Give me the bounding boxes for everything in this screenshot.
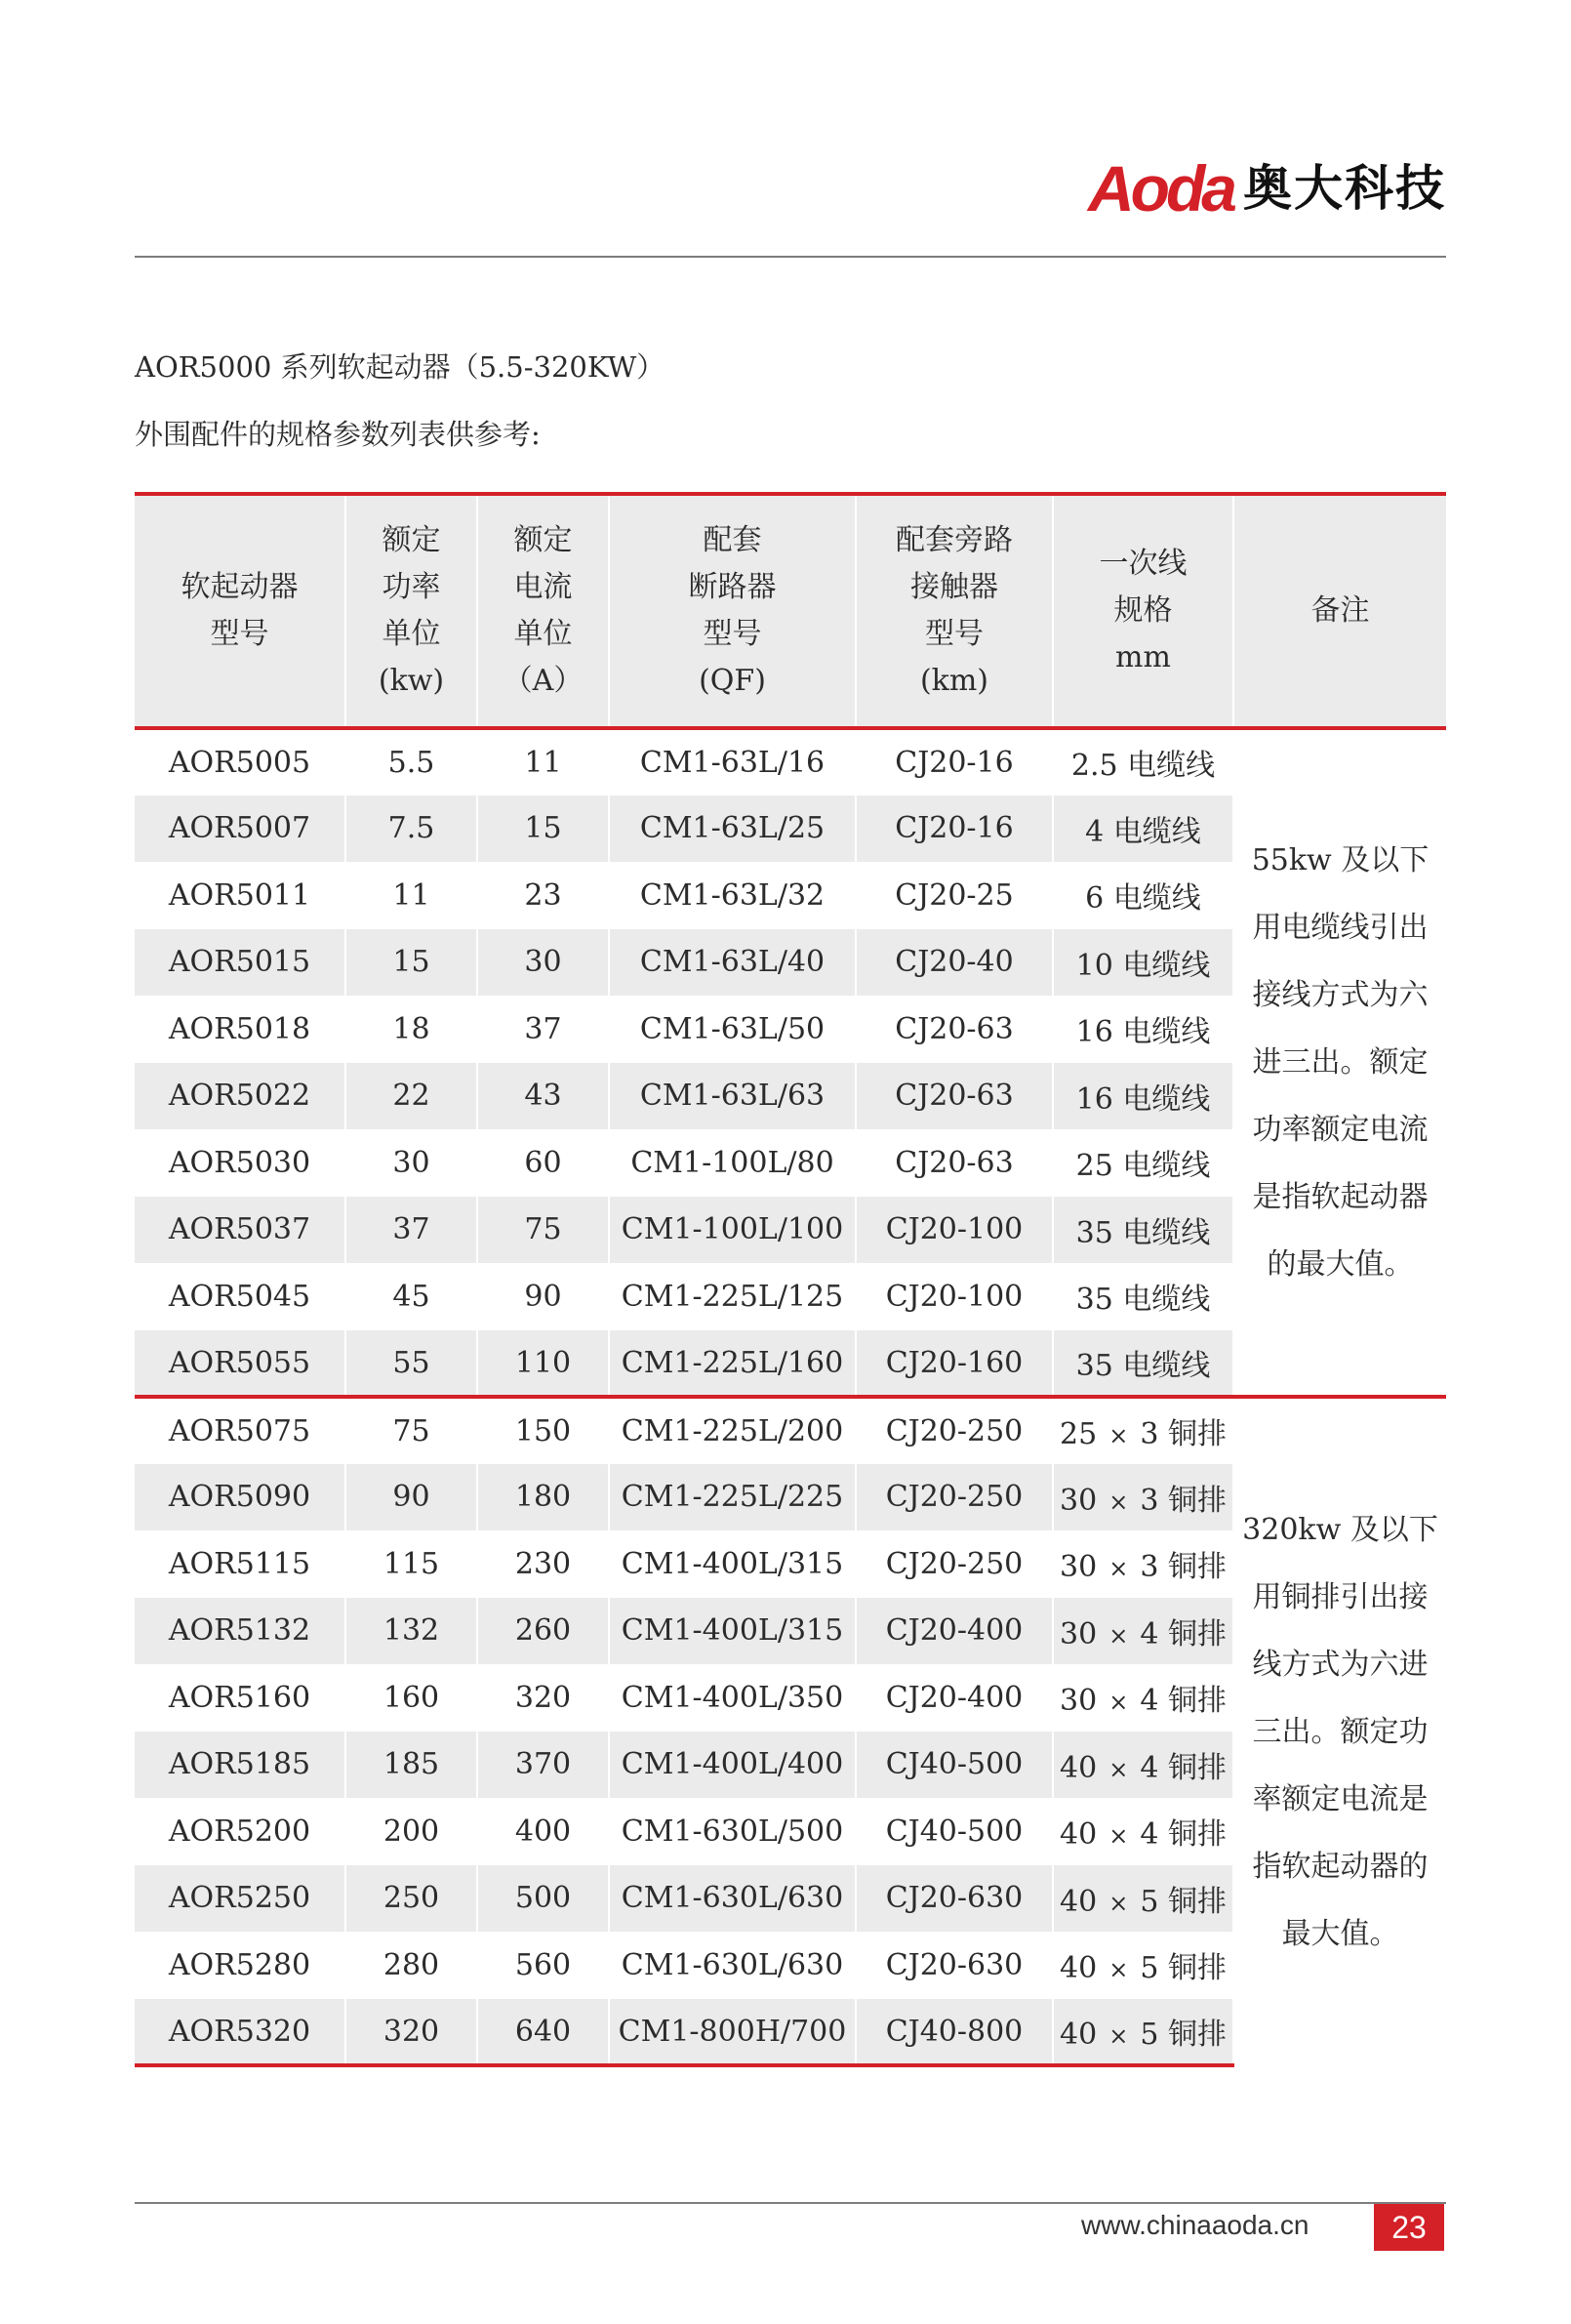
cell-wire-spec [1053, 1999, 1233, 2066]
cell-wire-spec [1053, 1397, 1233, 1464]
header-line: 软起动器 [181, 570, 299, 604]
cell-model: AOR5015 [135, 929, 345, 997]
header-line: 额定 [513, 523, 573, 557]
footer-divider [135, 2202, 1446, 2204]
cell-current: 15 [477, 795, 609, 863]
cell-wire-spec [1053, 1732, 1233, 1799]
cell-contactor: CJ20-630 [856, 1932, 1053, 1999]
cell-breaker: CM1-630L/500 [609, 1798, 856, 1865]
header-line: 单位 [382, 617, 441, 651]
times-sign: × [1108, 1555, 1129, 1583]
cell-contactor: CJ20-63 [856, 1129, 1053, 1197]
cell-breaker: CM1-225L/125 [609, 1263, 856, 1330]
cell-contactor: CJ20-250 [856, 1530, 1053, 1598]
wire-type: 电缆线 [1122, 1215, 1211, 1250]
wire-size: 25 [1075, 1149, 1113, 1184]
header-line: 型号 [703, 617, 762, 651]
header-line: 一次线 [1099, 547, 1188, 581]
header-line: 接触器 [910, 570, 998, 604]
bar-thickness: 4 [1140, 1616, 1159, 1651]
header-remarks [1233, 494, 1446, 728]
wire-size: 2.5 [1070, 749, 1118, 783]
cell-model: AOR5030 [135, 1129, 345, 1197]
cell-model: AOR5075 [135, 1397, 345, 1464]
wire-type: 铜排 [1167, 1817, 1227, 1853]
cell-power: 15 [345, 929, 477, 997]
cell-wire-spec [1053, 1197, 1233, 1264]
cell-wire-spec [1053, 728, 1233, 795]
cell-model: AOR5037 [135, 1197, 345, 1264]
header-line: 型号 [210, 617, 269, 651]
wire-type: 铜排 [1167, 1884, 1227, 1919]
cell-current: 75 [477, 1197, 609, 1264]
header-line: 配套 [703, 523, 762, 557]
cell-wire-spec [1053, 795, 1233, 863]
cell-model: AOR5185 [135, 1732, 345, 1799]
wire-type: 铜排 [1167, 2018, 1227, 2052]
bar-thickness: 5 [1140, 1951, 1159, 1986]
section-subtitle: 外围配件的规格参数列表供参考: [135, 418, 541, 451]
company-name: 奥大科技 [1243, 160, 1446, 217]
wire-type: 电缆线 [1122, 1349, 1211, 1383]
cell-power: 132 [345, 1598, 477, 1665]
section-title: AOR5000 系列软起动器（5.5-320KW） [135, 350, 665, 384]
times-sign: × [1108, 1956, 1129, 1984]
bar-thickness: 5 [1140, 1884, 1159, 1919]
times-sign: × [1108, 1689, 1129, 1717]
cell-power: 7.5 [345, 795, 477, 863]
cell-contactor: CJ20-630 [856, 1865, 1053, 1933]
bar-width: 30 [1060, 1684, 1098, 1719]
cell-breaker: CM1-400L/350 [609, 1664, 856, 1732]
cell-contactor: CJ20-40 [856, 929, 1053, 997]
bar-thickness: 4 [1140, 1817, 1159, 1853]
cell-model: AOR5132 [135, 1598, 345, 1665]
times-sign: × [1108, 1755, 1129, 1783]
cell-breaker: CM1-400L/315 [609, 1530, 856, 1598]
times-sign: × [1108, 2022, 1129, 2050]
wire-type: 铜排 [1167, 1684, 1227, 1719]
logo-wordmark: Aoda [1088, 152, 1233, 224]
wire-size: 35 [1075, 1283, 1113, 1318]
cell-breaker: CM1-63L/16 [609, 728, 856, 795]
wire-size: 10 [1075, 948, 1113, 983]
cell-power: 160 [345, 1664, 477, 1732]
bar-width: 40 [1060, 1884, 1098, 1919]
cell-model: AOR5011 [135, 862, 345, 929]
website-url: www.chinaaoda.cn [1081, 2210, 1309, 2240]
cell-power: 280 [345, 1932, 477, 1999]
bar-thickness: 4 [1140, 1684, 1159, 1719]
cell-breaker: CM1-100L/100 [609, 1197, 856, 1264]
cell-contactor: CJ20-16 [856, 795, 1053, 863]
cell-wire-spec [1053, 862, 1233, 929]
cell-model: AOR5055 [135, 1330, 345, 1398]
cell-current: 500 [477, 1865, 609, 1933]
wire-type: 铜排 [1167, 1550, 1227, 1585]
header-line: 单位 [513, 617, 573, 651]
header-model [135, 494, 345, 728]
cell-breaker: CM1-630L/630 [609, 1865, 856, 1933]
cell-power: 250 [345, 1865, 477, 1933]
cell-model: AOR5115 [135, 1530, 345, 1598]
cell-current: 230 [477, 1530, 609, 1598]
cell-current: 320 [477, 1664, 609, 1732]
cell-contactor: CJ20-63 [856, 996, 1053, 1063]
cell-breaker: CM1-63L/40 [609, 929, 856, 997]
wire-type: 铜排 [1167, 1616, 1227, 1651]
cell-current: 60 [477, 1129, 609, 1197]
cell-wire-spec [1053, 1932, 1233, 1999]
cell-current: 400 [477, 1798, 609, 1865]
cell-current: 30 [477, 929, 609, 997]
header-line: 功率 [382, 570, 441, 604]
wire-type: 铜排 [1167, 1483, 1227, 1518]
cell-power: 11 [345, 862, 477, 929]
cell-current: 37 [477, 996, 609, 1063]
bar-thickness: 5 [1140, 2018, 1159, 2052]
cell-contactor: CJ20-250 [856, 1464, 1053, 1531]
cell-wire-spec [1053, 1129, 1233, 1197]
cell-contactor: CJ20-400 [856, 1664, 1053, 1732]
table-row [135, 1397, 1446, 1464]
cell-breaker: CM1-225L/225 [609, 1464, 856, 1531]
cell-model: AOR5200 [135, 1798, 345, 1865]
header-line: 断路器 [688, 570, 777, 604]
times-sign: × [1108, 1488, 1129, 1516]
cell-wire-spec [1053, 1798, 1233, 1865]
header-wire-spec [1053, 494, 1233, 728]
bar-width: 30 [1060, 1550, 1098, 1585]
cell-current: 90 [477, 1263, 609, 1330]
cell-contactor: CJ20-100 [856, 1263, 1053, 1330]
wire-type: 电缆线 [1122, 948, 1211, 983]
header-line: 备注 [1310, 593, 1370, 628]
table-row [135, 728, 1446, 795]
wire-type: 电缆线 [1127, 749, 1216, 783]
cell-current: 110 [477, 1330, 609, 1398]
cell-breaker: CM1-63L/50 [609, 996, 856, 1063]
header-line: mm [1115, 640, 1171, 674]
header-line: （A） [503, 664, 584, 698]
bar-width: 30 [1060, 1616, 1098, 1651]
bar-width: 25 [1060, 1417, 1098, 1451]
table-header-row [135, 494, 1446, 728]
cell-model: AOR5005 [135, 728, 345, 795]
spec-table [135, 492, 1446, 2067]
header-line: (QF) [699, 664, 766, 698]
cell-wire-spec [1053, 1664, 1233, 1732]
cell-contactor: CJ20-250 [856, 1397, 1053, 1464]
bar-width: 40 [1060, 2018, 1098, 2052]
cell-breaker: CM1-100L/80 [609, 1129, 856, 1197]
bar-width: 30 [1060, 1483, 1098, 1518]
cell-model: AOR5090 [135, 1464, 345, 1531]
header-contactor [856, 494, 1053, 728]
wire-type: 铜排 [1167, 1951, 1227, 1986]
cell-current: 11 [477, 728, 609, 795]
cell-breaker: CM1-63L/63 [609, 1063, 856, 1130]
cell-power: 90 [345, 1464, 477, 1531]
times-sign: × [1108, 1621, 1129, 1650]
brand-logo [1088, 152, 1446, 224]
header-line: 额定 [382, 523, 441, 557]
page-number: 23 [1374, 2204, 1444, 2251]
cell-current: 370 [477, 1732, 609, 1799]
wire-size: 16 [1075, 1081, 1113, 1117]
cell-power: 37 [345, 1197, 477, 1264]
header-power [345, 494, 477, 728]
cell-model: AOR5045 [135, 1263, 345, 1330]
cell-wire-spec [1053, 1330, 1233, 1398]
cell-contactor: CJ20-63 [856, 1063, 1053, 1130]
header-line: (kw) [378, 664, 445, 698]
cell-contactor: CJ20-16 [856, 728, 1053, 795]
cell-model: AOR5160 [135, 1664, 345, 1732]
bar-thickness: 3 [1140, 1483, 1159, 1518]
cell-model: AOR5007 [135, 795, 345, 863]
cell-wire-spec [1053, 929, 1233, 997]
cell-contactor: CJ40-800 [856, 1999, 1053, 2066]
bar-width: 40 [1060, 1817, 1098, 1853]
cell-remarks: 55kw 及以下用电缆线引出接线方式为六进三出。额定功率额定电流是指软起动器的最大值。 [1233, 728, 1446, 1397]
cell-wire-spec [1053, 996, 1233, 1063]
cell-current: 23 [477, 862, 609, 929]
cell-breaker: CM1-63L/25 [609, 795, 856, 863]
cell-wire-spec [1053, 1598, 1233, 1665]
cell-wire-spec [1053, 1263, 1233, 1330]
cell-breaker: CM1-225L/160 [609, 1330, 856, 1398]
cell-current: 560 [477, 1932, 609, 1999]
wire-size: 4 [1085, 814, 1105, 849]
cell-power: 5.5 [345, 728, 477, 795]
cell-breaker: CM1-400L/400 [609, 1732, 856, 1799]
cell-power: 75 [345, 1397, 477, 1464]
bar-width: 40 [1060, 1750, 1098, 1785]
cell-breaker: CM1-800H/700 [609, 1999, 856, 2066]
wire-type: 电缆线 [1112, 881, 1201, 917]
cell-model: AOR5250 [135, 1865, 345, 1933]
cell-breaker: CM1-630L/630 [609, 1932, 856, 1999]
cell-breaker: CM1-400L/315 [609, 1598, 856, 1665]
header-line: 规格 [1113, 593, 1173, 628]
header-line: (km) [919, 664, 989, 698]
cell-power: 320 [345, 1999, 477, 2066]
wire-type: 铜排 [1167, 1750, 1227, 1785]
cell-contactor: CJ20-100 [856, 1197, 1053, 1264]
bar-thickness: 3 [1140, 1550, 1159, 1585]
wire-type: 铜排 [1167, 1417, 1227, 1451]
cell-wire-spec [1053, 1464, 1233, 1531]
header-line: 配套旁路 [896, 523, 1013, 557]
cell-contactor: CJ20-25 [856, 862, 1053, 929]
cell-contactor: CJ40-500 [856, 1732, 1053, 1799]
cell-remarks: 320kw 及以下用铜排引出接线方式为六进三出。额定功率额定电流是指软起动器的最大值。 [1233, 1397, 1446, 2065]
times-sign: × [1108, 1889, 1129, 1917]
header-line: 型号 [925, 617, 984, 651]
cell-breaker: CM1-225L/200 [609, 1397, 856, 1464]
cell-current: 260 [477, 1598, 609, 1665]
cell-model: AOR5022 [135, 1063, 345, 1130]
wire-type: 电缆线 [1122, 1081, 1211, 1117]
cell-power: 45 [345, 1263, 477, 1330]
cell-breaker: CM1-63L/32 [609, 862, 856, 929]
cell-model: AOR5320 [135, 1999, 345, 2066]
cell-model: AOR5280 [135, 1932, 345, 1999]
cell-power: 30 [345, 1129, 477, 1197]
cell-wire-spec [1053, 1063, 1233, 1130]
bar-thickness: 4 [1140, 1750, 1159, 1785]
cell-power: 185 [345, 1732, 477, 1799]
cell-current: 150 [477, 1397, 609, 1464]
wire-type: 电缆线 [1122, 1283, 1211, 1318]
cell-power: 115 [345, 1530, 477, 1598]
header-breaker [609, 494, 856, 728]
times-sign: × [1108, 1822, 1129, 1851]
bar-width: 40 [1060, 1951, 1098, 1986]
cell-wire-spec [1053, 1865, 1233, 1933]
wire-size: 35 [1075, 1349, 1113, 1383]
header-line: 电流 [513, 570, 573, 604]
cell-contactor: CJ40-500 [856, 1798, 1053, 1865]
wire-type: 电缆线 [1122, 1015, 1211, 1050]
cell-current: 640 [477, 1999, 609, 2066]
wire-type: 电缆线 [1122, 1149, 1211, 1184]
wire-size: 35 [1075, 1215, 1113, 1250]
cell-current: 43 [477, 1063, 609, 1130]
cell-power: 22 [345, 1063, 477, 1130]
header-divider [135, 256, 1446, 258]
cell-power: 55 [345, 1330, 477, 1398]
cell-contactor: CJ20-400 [856, 1598, 1053, 1665]
wire-type: 电缆线 [1112, 814, 1201, 849]
cell-power: 18 [345, 996, 477, 1063]
cell-wire-spec [1053, 1530, 1233, 1598]
bar-thickness: 3 [1140, 1417, 1159, 1451]
times-sign: × [1108, 1422, 1129, 1449]
cell-contactor: CJ20-160 [856, 1330, 1053, 1398]
wire-size: 6 [1085, 881, 1105, 917]
cell-current: 180 [477, 1464, 609, 1531]
cell-model: AOR5018 [135, 996, 345, 1063]
cell-power: 200 [345, 1798, 477, 1865]
header-current [477, 494, 609, 728]
wire-size: 16 [1075, 1015, 1113, 1050]
